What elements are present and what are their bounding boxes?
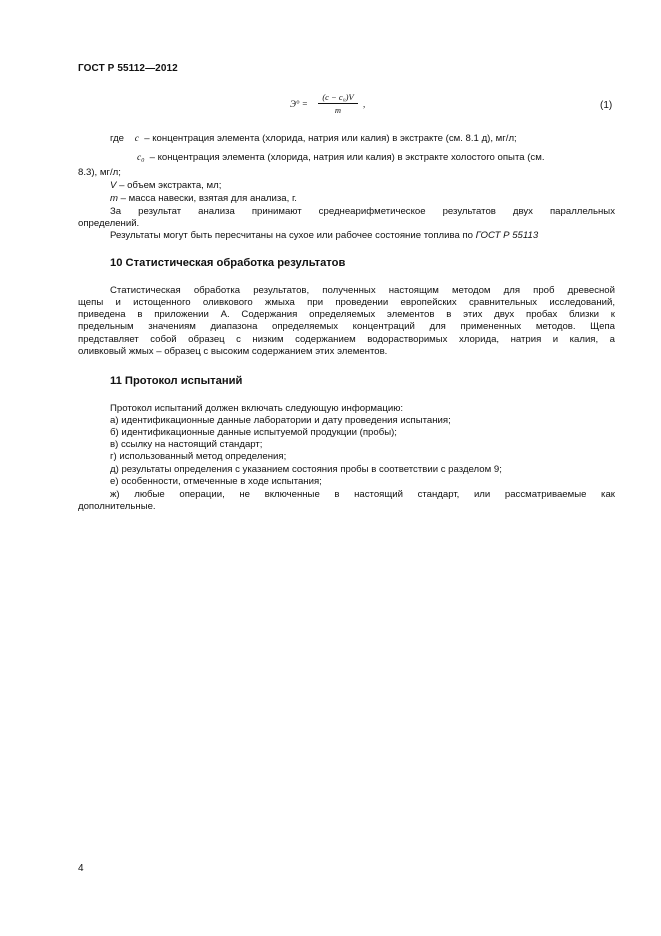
definition-c0 <box>137 152 545 168</box>
definition-c0-text: – концентрация элемента (хлорида, натрия или калия) в экстракте холостого опыта (см. <box>149 152 545 163</box>
section-11-title: 11 Протокол испытаний <box>110 375 243 387</box>
definition-c-text: – концентрация элемента (хлорида, натрия или калия) в экстракте (см. 8.1 д), мг/л; <box>144 133 517 144</box>
page-number: 4 <box>78 863 84 874</box>
section-10-title: 10 Статистическая обработка результатов <box>110 257 346 269</box>
symbol-c0-subscript: 0 <box>141 158 145 164</box>
result-text-1: За результат анализа принимают среднеарифметическое результатов двух параллельных <box>110 206 615 217</box>
list-item-last <box>110 489 615 501</box>
section-10-line-text: Статистическая обработка результатов, полученных настоящим методом для проб древесной <box>110 285 615 296</box>
list-item-last-continued: дополнительные. <box>78 501 156 512</box>
recalc-paragraph <box>110 230 538 242</box>
list-item: е) особенности, отмеченные в ходе испытания; <box>110 476 322 487</box>
section-10-line-text: предельным значениям диапазона определяемых концентраций для примененных методов. Щепа <box>78 321 615 332</box>
formula-lhs: Э° = <box>290 99 308 109</box>
section-10-line-text: приведена в приложении А. Содержания определяемых элементов в этих двух пробах близки к <box>78 309 615 320</box>
definition-c0-continued: 8.3), мг/л; <box>78 167 121 178</box>
equation-number: (1) <box>600 100 613 111</box>
list-item: в) ссылку на настоящий стандарт; <box>110 439 263 450</box>
formula <box>290 91 380 119</box>
where-word: где <box>110 133 125 144</box>
symbol-c0: c <box>137 153 142 163</box>
section-10-line <box>78 297 615 309</box>
document-header: ГОСТ Р 55112—2012 <box>78 63 178 74</box>
symbol-m: m <box>110 193 118 204</box>
symbol-v: V <box>110 180 117 191</box>
section-10-line <box>110 285 615 297</box>
list-item: а) идентификационные данные лаборатории и дату проведения испытания; <box>110 415 451 426</box>
definition-v-text: – объем экстракта, мл; <box>116 180 222 191</box>
list-item: б) идентификационные данные испытуемой продукции (пробы); <box>110 427 397 438</box>
definition-m-text: – масса навески, взятая для анализа, г. <box>118 193 297 204</box>
formula-denominator: m <box>334 105 342 115</box>
list-item-last-text: ж) любые операции, не включенные в настоящий стандарт, или рассматриваемые как <box>110 489 615 500</box>
definition-c <box>110 133 517 146</box>
symbol-c: c <box>134 134 139 144</box>
section-10-line <box>78 334 615 346</box>
result-paragraph-line-2: определений. <box>78 218 140 229</box>
section-10-line <box>78 321 615 333</box>
section-10-line: оливковый жмых – образец с высоким содержанием этих элементов. <box>78 346 388 357</box>
fraction-bar <box>318 103 358 104</box>
definition-v <box>110 180 221 192</box>
list-item: г) использованный метод определения; <box>110 451 287 462</box>
section-10-line-text: представляет собой образец с низким содержанием водорастворимых хлорида, натрия и калия, а <box>78 334 615 345</box>
formula-numerator: (c − c₀)V <box>322 92 354 102</box>
definition-m <box>110 193 297 205</box>
recalc-text: Результаты могут быть пересчитаны на сухое или рабочее состояние топлива по <box>110 230 476 241</box>
section-10-line-text: щепы и истощенного оливкового жмыха при проведении европейских сравнительных исследований, <box>78 297 615 308</box>
result-paragraph-line-1 <box>110 206 615 218</box>
formula-comma: , <box>363 99 366 109</box>
section-10-line <box>78 309 615 321</box>
list-item: д) результаты определения с указанием состояния пробы в соответствии с разделом 9; <box>110 464 502 475</box>
section-11-intro: Протокол испытаний должен включать следующую информацию: <box>110 403 404 414</box>
recalc-reference: ГОСТ Р 55113 <box>475 230 539 241</box>
